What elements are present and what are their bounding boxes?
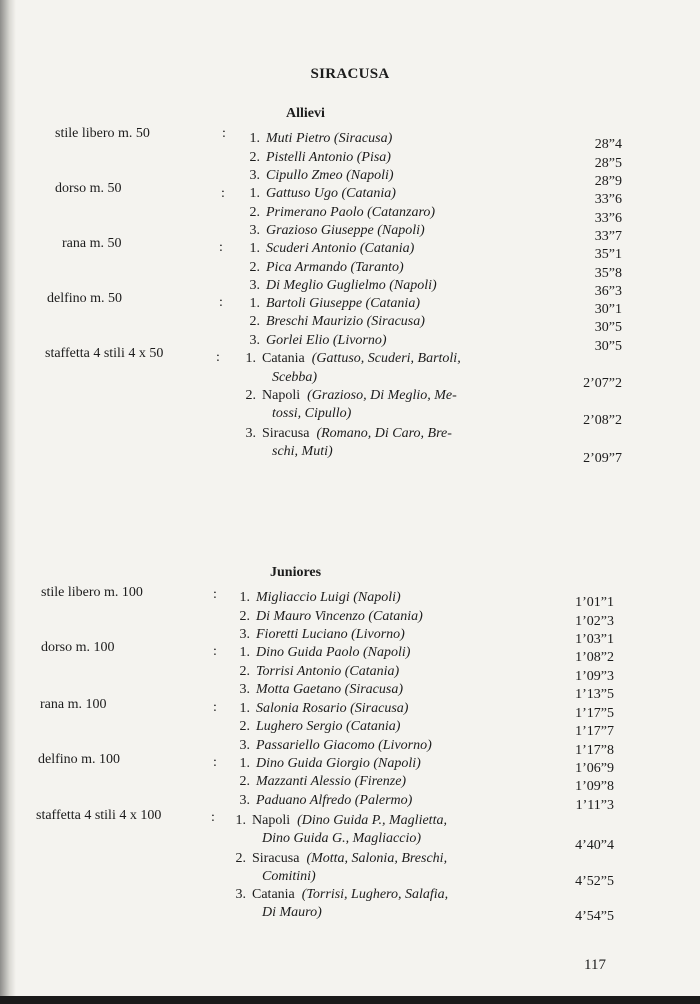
result-entry: 1. Salonia Rosario (Siracusa) — [239, 701, 409, 716]
result-time: 2’07”2 — [583, 376, 622, 391]
relay-members: Comitini) — [262, 869, 316, 884]
colon: : — [216, 350, 220, 365]
event-label: dorso m. 50 — [55, 181, 122, 196]
result-time: 30”5 — [594, 320, 622, 335]
colon: : — [221, 186, 225, 201]
colon: : — [219, 240, 223, 255]
event-label: staffetta 4 stili 4 x 100 — [36, 808, 162, 823]
relay-members: tossi, Cipullo) — [272, 406, 352, 421]
event-label: rana m. 50 — [62, 236, 122, 251]
result-time: 1’11”3 — [575, 798, 614, 813]
result-time: 4’40”4 — [575, 838, 614, 853]
colon: : — [219, 295, 223, 310]
event-label: rana m. 100 — [40, 697, 107, 712]
result-time: 1’17”7 — [575, 724, 614, 739]
relay-entry: 1. Napoli (Dino Guida P., Maglietta, — [235, 813, 447, 828]
result-entry: 2. Torrisi Antonio (Catania) — [239, 664, 400, 679]
result-entry: 2. Primerano Paolo (Catanzaro) — [249, 205, 436, 220]
result-entry: 1. Dino Guida Giorgio (Napoli) — [239, 756, 421, 771]
event-label: dorso m. 100 — [41, 640, 115, 655]
result-time: 28”4 — [594, 137, 622, 152]
result-entry: 3. Passariello Giacomo (Livorno) — [239, 738, 432, 753]
page-number: 117 — [584, 957, 606, 973]
page-edge-bottom — [0, 996, 700, 1004]
colon: : — [213, 644, 217, 659]
result-time: 1’08”2 — [575, 650, 614, 665]
colon: : — [211, 810, 215, 825]
relay-members: schi, Muti) — [272, 444, 333, 459]
result-time: 30”1 — [594, 302, 622, 317]
result-time: 1’17”8 — [575, 743, 614, 758]
result-time: 4’54”5 — [575, 909, 614, 924]
result-entry: 2. Mazzanti Alessio (Firenze) — [239, 774, 407, 789]
result-entry: 1. Scuderi Antonio (Catania) — [249, 241, 415, 256]
relay-entry: 3. Catania (Torrisi, Lughero, Salafia, — [235, 887, 449, 902]
colon: : — [213, 755, 217, 770]
relay-members: Dino Guida G., Magliaccio) — [262, 831, 422, 846]
event-label: stile libero m. 100 — [41, 585, 143, 600]
event-label: stile libero m. 50 — [55, 126, 150, 141]
result-time: 1’06”9 — [575, 761, 614, 776]
result-time: 1’03”1 — [575, 632, 614, 647]
page-title: SIRACUSA — [310, 66, 390, 82]
result-time: 1’09”3 — [575, 669, 614, 684]
result-time: 1’09”8 — [575, 779, 614, 794]
result-time: 28”5 — [594, 156, 622, 171]
result-entry: 3. Paduano Alfredo (Palermo) — [239, 793, 413, 808]
result-time: 33”6 — [594, 192, 622, 207]
colon: : — [213, 700, 217, 715]
result-entry: 2. Lughero Sergio (Catania) — [239, 719, 401, 734]
result-time: 1’17”5 — [575, 706, 614, 721]
result-entry: 3. Di Meglio Guglielmo (Napoli) — [249, 278, 437, 293]
result-entry: 3. Gorlei Elio (Livorno) — [249, 333, 387, 348]
result-time: 33”7 — [594, 229, 622, 244]
result-entry: 1. Migliaccio Luigi (Napoli) — [239, 590, 401, 605]
result-entry: 1. Gattuso Ugo (Catania) — [249, 186, 396, 201]
relay-entry: 2. Napoli (Grazioso, Di Meglio, Me- — [245, 388, 457, 403]
result-entry: 3. Fioretti Luciano (Livorno) — [239, 627, 405, 642]
result-entry: 3. Motta Gaetano (Siracusa) — [239, 682, 403, 697]
event-label: delfino m. 100 — [38, 752, 121, 767]
relay-members: Di Mauro) — [262, 905, 322, 920]
colon: : — [213, 587, 217, 602]
result-time: 1’02”3 — [575, 614, 614, 629]
relay-entry: 3. Siracusa (Romano, Di Caro, Bre- — [245, 426, 452, 441]
result-entry: 3. Grazioso Giuseppe (Napoli) — [249, 223, 425, 238]
result-time: 30”5 — [594, 339, 622, 354]
section-heading-juniores: Juniores — [270, 565, 322, 580]
result-entry: 2. Di Mauro Vincenzo (Catania) — [239, 609, 423, 624]
result-time: 1’01”1 — [575, 595, 614, 610]
result-time: 2’08”2 — [583, 413, 622, 428]
relay-members: Scebba) — [272, 370, 318, 385]
result-time: 33”6 — [594, 211, 622, 226]
result-entry: 3. Cipullo Zmeo (Napoli) — [249, 168, 394, 183]
result-entry: 1. Dino Guida Paolo (Napoli) — [239, 645, 411, 660]
result-entry: 2. Pica Armando (Taranto) — [249, 260, 404, 275]
result-time: 1’13”5 — [575, 687, 614, 702]
section-heading-allievi: Allievi — [286, 106, 325, 121]
event-label: staffetta 4 stili 4 x 50 — [45, 346, 164, 361]
result-entry: 2. Pistelli Antonio (Pisa) — [249, 150, 391, 165]
result-time: 4’52”5 — [575, 874, 614, 889]
result-entry: 2. Breschi Maurizio (Siracusa) — [249, 314, 425, 329]
result-time: 35”8 — [594, 266, 622, 281]
event-label: delfino m. 50 — [47, 291, 123, 306]
result-time: 36”3 — [594, 284, 622, 299]
result-entry: 1. Bartoli Giuseppe (Catania) — [249, 296, 420, 311]
result-time: 28”9 — [594, 174, 622, 189]
result-entry: 1. Muti Pietro (Siracusa) — [249, 131, 393, 146]
relay-entry: 1. Catania (Gattuso, Scuderi, Bartoli, — [245, 351, 461, 366]
result-time: 2’09”7 — [583, 451, 622, 466]
relay-entry: 2. Siracusa (Motta, Salonia, Breschi, — [235, 851, 448, 866]
page-shadow-left — [0, 0, 16, 1004]
result-time: 35”1 — [594, 247, 622, 262]
colon: : — [222, 126, 226, 141]
